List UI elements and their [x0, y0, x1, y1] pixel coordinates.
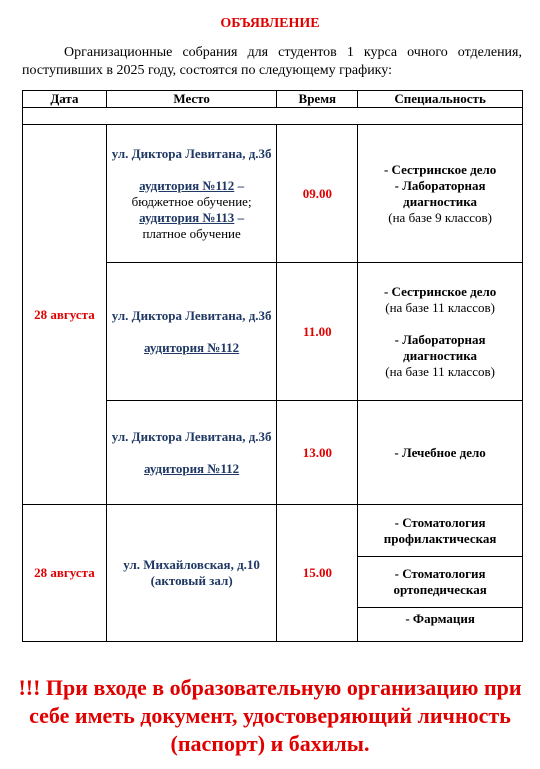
warning-notice: !!! При входе в образовательную организацию при себе иметь документ, удостоверяющий личность (паспорт) и бахилы.	[18, 675, 522, 756]
place-cell	[106, 401, 277, 505]
place-room: (актовый зал)	[150, 573, 233, 588]
specialty-name: - Лабораторная диагностика	[394, 177, 486, 209]
specialty-note: (на базе 11 классов)	[385, 299, 495, 315]
header-time: Время	[277, 91, 358, 108]
table-row	[23, 505, 523, 557]
specialty-name: - Лабораторная диагностика	[394, 331, 486, 363]
specialty-cell	[358, 401, 523, 505]
place-address: ул. Михайловская, д.10	[123, 557, 260, 572]
announcement-title: ОБЪЯВЛЕНИЕ	[220, 16, 320, 31]
specialty-name: - Лечебное дело	[394, 444, 486, 460]
time-cell: 09.00	[277, 125, 358, 263]
table-row	[23, 125, 523, 263]
place-cell	[106, 125, 277, 263]
specialty-note: (на базе 9 классов)	[388, 209, 492, 225]
place-address: ул. Диктора Левитана, д.3б	[111, 307, 272, 323]
auditorium-note: бюджетное обучение;	[131, 193, 252, 209]
specialty-name: - Стоматология профилактическая	[383, 514, 497, 546]
place-cell	[106, 505, 277, 642]
specialty-cell	[358, 263, 523, 401]
specialty-note: (на базе 11 классов)	[385, 363, 495, 379]
specialty-cell	[358, 505, 523, 557]
specialty-cell	[358, 125, 523, 263]
auditorium: аудитория №112	[144, 339, 240, 355]
date-cell: 28 августа	[23, 125, 107, 505]
time-cell: 11.00	[277, 263, 358, 401]
auditorium: аудитория №112	[139, 177, 235, 193]
empty-cell	[23, 108, 523, 125]
place-address: ул. Диктора Левитана, д.3б	[111, 428, 272, 444]
empty-row	[23, 108, 523, 125]
auditorium: аудитория №112	[144, 460, 240, 476]
table-header-row	[23, 91, 523, 108]
place-address: ул. Диктора Левитана, д.3б	[111, 145, 272, 161]
intro-paragraph: Организационные собрания для студентов 1 курса очного отделения, поступивших в 2025 году, состоятся по следующему графику:	[22, 45, 522, 78]
auditorium-note: –	[234, 177, 245, 193]
header-place: Место	[106, 91, 277, 108]
specialty-name: - Сестринское дело	[383, 283, 497, 299]
time-cell: 15.00	[277, 505, 358, 642]
header-specialty: Специальность	[358, 91, 523, 108]
time-cell: 13.00	[277, 401, 358, 505]
specialty-cell	[358, 608, 523, 642]
header-date: Дата	[23, 91, 107, 108]
specialty-cell	[358, 557, 523, 608]
specialty-name: - Сестринское дело	[383, 161, 497, 177]
specialty-name: - Стоматология ортопедическая	[393, 566, 487, 597]
date-cell: 28 августа	[23, 505, 107, 642]
auditorium-note: платное обучение	[142, 225, 241, 241]
schedule-table	[22, 90, 523, 642]
auditorium: аудитория №113	[139, 209, 235, 225]
specialty-name: - Фармация	[405, 611, 475, 626]
place-cell	[106, 263, 277, 401]
auditorium-dash: –	[234, 209, 245, 225]
